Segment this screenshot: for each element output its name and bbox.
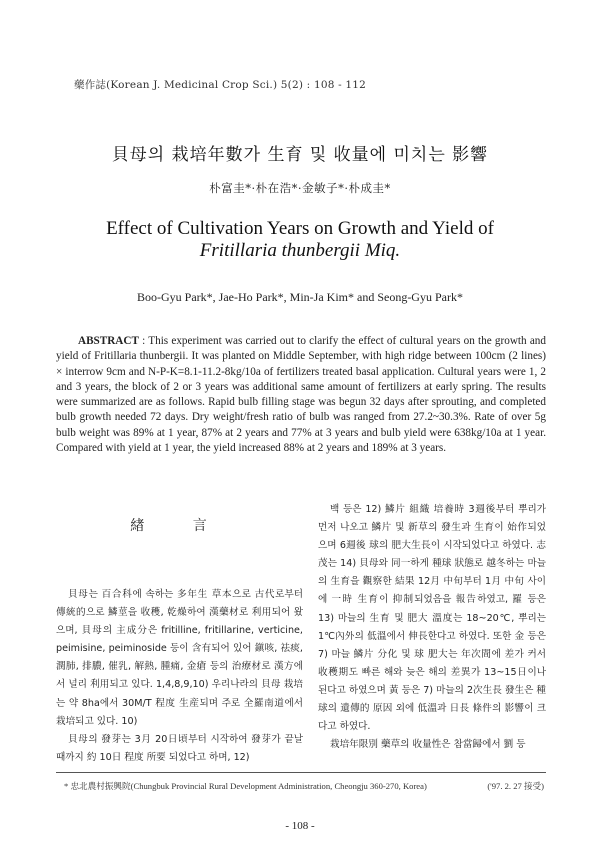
abstract: [56, 334, 546, 456]
footnote: [64, 780, 544, 792]
right-paragraph: 백 등은 12) 鱗片 組織 培養時 3週後부터 뿌리가 먼저 나오고 鱗片 및 新草의 發生과 生育이 始作되었으며 6週後 球의 肥大生長이 시작되었다고 하였다. 志茂는 14) 貝母와 同一하게 種球 狀態로 越冬하는 마늘의 生育을 觀察한 結果 12月 中旬부터 1月 中旬 사이에 一時 生育이 抑制되었음을 報告하였고, 羅 등은 13) 마늘의 生育 및 肥大 溫度는 18~20℃, 뿌리는 1℃內外의 低溫에서 伸長한다고 하였다. 또한 金 등은 7) 마늘 鱗片 分化 및 球 肥大는 年次間에 差가 커서 收穫期도 빠른 해와 늦은 해의 差異가 13~15日이나 된다고 하였으며 黃 등은 7) 마늘의 2次生長 發生은 種球의 遺傳的 原因 외에 低溫과 日長 條件의 影響이 크다고 하였다.: [318, 504, 546, 733]
english-title-end: Miq.: [360, 240, 401, 261]
footnote-rule: [56, 772, 546, 773]
korean-title: 貝母의 栽培年數가 生育 및 收量에 미치는 影響: [111, 145, 489, 165]
footnote-affiliation: * 忠北農村振興院(Chungbuk Provincial Rural Development Administration, Cheongju 360-270, Korea): [64, 781, 427, 791]
left-paragraph: 貝母는 百合科에 속하는 多年生 草本으로 古代로부터 傳統的으로 鱗莖을 收穫, 乾燥하여 漢藥材로 利用되어 왔으며, 貝母의 主成分은 fritilline, fritillarine, verticine, peimisine, peiminoside 등이 含有되어 있어 鎭咳, 祛痰, 潤肺, 排膿, 催乳, 解熱, 腫痛, 金瘡 등의 治療材로 漢方에서 널리 利用되고 있다. 1,4,8,9,10) 우리나라의 貝母 栽培는 약 8ha에서 30M/T 程度 生産되며 주로 全羅南道에서 栽培되고 있다. 10): [56, 589, 303, 727]
journal-header: 藥作誌(Korean J. Medicinal Crop Sci.) 5(2) : 108 - 112: [74, 79, 367, 91]
page-number: - 108 -: [285, 820, 315, 832]
english-title-main: Effect of Cultivation Years on Growth and Yield of: [106, 218, 494, 239]
english-title-species: Fritillaria thunbergii: [199, 240, 361, 261]
english-title: [70, 218, 530, 262]
section-heading: 緖 言: [130, 518, 229, 534]
english-authors: Boo-Gyu Park*, Jae-Ho Park*, Min-Ja Kim* and Seong-Gyu Park*: [137, 290, 463, 304]
abstract-label: ABSTRACT: [78, 335, 139, 347]
abstract-text: : This experiment was carried out to clarify the effect of cultural years on the growth and yield of Fritillaria thunbergii. It was planted on Middle September, with high ridge between 100cm (2 lines) × interrow 9cm and N-P-K=8.1-11.2-8kg/10a of fertilizers treated basal application. Cultural years were 1, 2 and 3 years, the block of 2 or 3 years was additional same amount of fertilizers at early spring. The results were summarized are as follows. Rapid bulb filling stage was begun 32 days after sprouting, and completed bulb growth needed 72 days. Dry weight/fresh ratio of bulb was ranged from 27.2~30.3%. Rate of over 5g bulb weight was 89% at 1 year, 87% at 2 years and 77% at 3 years and bulb yield were 638kg/10a at 1 year. Compared with yield at 1 year, the yield increased 88% at 2 years and 189% at 3 years.: [56, 335, 546, 455]
footnote-received-date: ('97. 2. 27 接受): [487, 781, 544, 791]
left-column: [56, 586, 303, 767]
right-paragraph: 栽培年限別 藥草의 收量性은 참當歸에서 劉 등: [330, 739, 526, 751]
right-column: [318, 501, 546, 754]
left-paragraph: 貝母의 發芽는 3月 20日頃부터 시작하여 發芽가 끝날 때까지 約 10日 程度 所要 되었다고 하며, 12): [56, 733, 303, 763]
korean-authors: 朴富圭*·朴在浩*·金敏子*·朴成圭*: [209, 181, 391, 195]
